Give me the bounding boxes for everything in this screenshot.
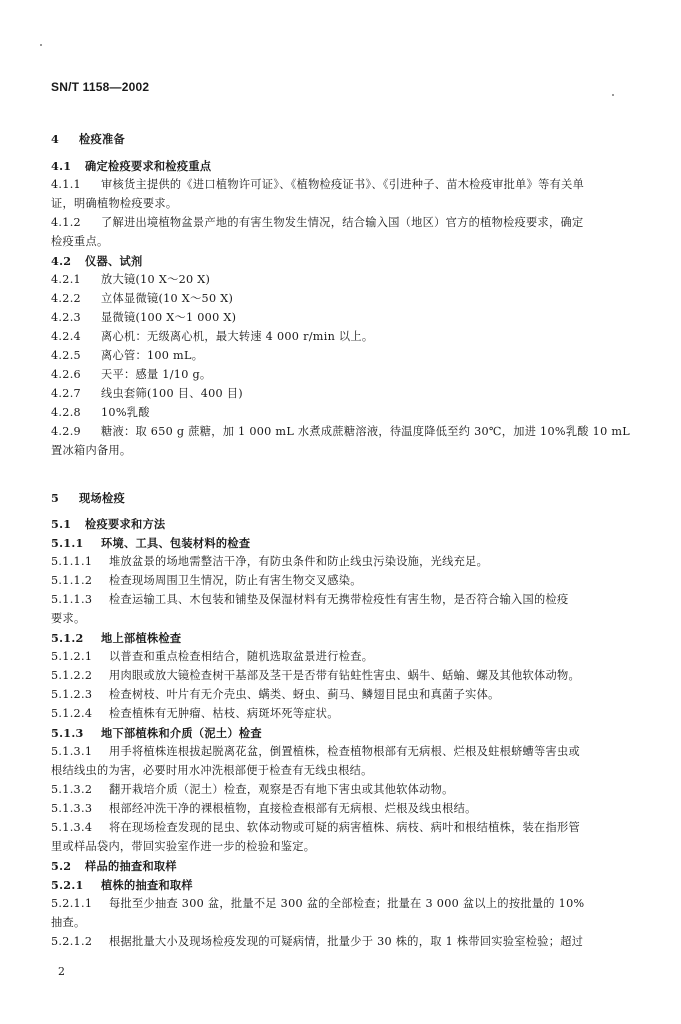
clause-number: 5.2.1 bbox=[51, 878, 84, 892]
clause-line bbox=[51, 573, 362, 589]
continuation-line bbox=[51, 234, 108, 250]
clause-line bbox=[51, 367, 211, 383]
clause-number: 5.1.2 bbox=[51, 631, 84, 645]
clause-number: 5.1.2.1 bbox=[51, 650, 93, 663]
clause-text: 地上部植株检查 bbox=[101, 631, 182, 645]
clause-number: 5.1 bbox=[51, 517, 72, 531]
clause-line bbox=[51, 291, 233, 307]
clause-line bbox=[51, 490, 125, 507]
clause-text: 用肉眼或放大镜检查树干基部及茎干是否带有钻蛀性害虫、蜗牛、蛞蝓、螺及其他软体动物。 bbox=[109, 669, 580, 682]
clause-number: 4.1.1 bbox=[51, 178, 81, 191]
standard-code-header: SN/T 1158—2002 bbox=[51, 80, 150, 94]
clause-number: 5.1.3.3 bbox=[51, 802, 93, 815]
continuation-line bbox=[51, 196, 177, 212]
clause-text: 环境、工具、包装材料的检查 bbox=[101, 536, 251, 550]
clause-number: 5.1.3.1 bbox=[51, 745, 93, 758]
clause-text: 堆放盆景的场地需整洁干净，有防虫条件和防止线虫污染设施，光线充足。 bbox=[109, 555, 489, 568]
clause-line bbox=[51, 877, 193, 894]
clause-line bbox=[51, 934, 583, 950]
clause-text: 天平：感量 1/10 g。 bbox=[101, 368, 212, 381]
clause-text: 用手将植株连根拔起脱离花盆，倒置植株，检查植物根部有无病根、烂根及蛀根蛴螬等害虫或 bbox=[109, 745, 580, 758]
clause-number: 5.1.1.1 bbox=[51, 555, 93, 568]
clause-number: 5.1.1 bbox=[51, 536, 84, 550]
clause-line bbox=[51, 554, 488, 570]
clause-line bbox=[51, 516, 165, 533]
clause-line bbox=[51, 177, 584, 193]
continuation-line bbox=[51, 839, 315, 855]
clause-number: 5.1.3.2 bbox=[51, 783, 93, 796]
clause-line bbox=[51, 131, 125, 148]
clause-line bbox=[51, 424, 630, 440]
clause-line bbox=[51, 386, 243, 402]
clause-line bbox=[51, 801, 477, 817]
clause-text: 根部经冲洗干净的裸根植物，直接检查根部有无病根、烂根及线虫根结。 bbox=[109, 802, 477, 815]
clause-number: 5.1.2.3 bbox=[51, 688, 93, 701]
clause-text: 根结线虫的为害，必要时用水冲洗根部便于检查有无线虫根结。 bbox=[51, 764, 373, 777]
clause-line bbox=[51, 310, 236, 326]
clause-line bbox=[51, 329, 373, 345]
clause-text: 10%乳酸 bbox=[101, 406, 150, 419]
clause-text: 样品的抽查和取样 bbox=[85, 859, 177, 873]
clause-number: 5.1.1.2 bbox=[51, 574, 93, 587]
clause-text: 放大镜(10 X～20 X) bbox=[101, 273, 211, 286]
clause-number: 5 bbox=[51, 491, 60, 505]
clause-text: 糖液：取 650 g 蔗糖，加 1 000 mL 水煮成蔗糖溶液，待温度降低至约 30℃，加进 10%乳酸 10 mL bbox=[101, 425, 630, 438]
clause-text: 检查植株有无肿瘤、枯枝、病斑坏死等症状。 bbox=[109, 707, 339, 720]
clause-text: 抽查。 bbox=[51, 916, 86, 929]
clause-line bbox=[51, 630, 181, 647]
clause-number: 5.2.1.2 bbox=[51, 935, 93, 948]
clause-text: 检疫要求和方法 bbox=[85, 517, 166, 531]
clause-number: 5.1.2.2 bbox=[51, 669, 93, 682]
clause-text: 线虫套筛(100 目、400 目) bbox=[101, 387, 243, 400]
clause-text: 里或样品袋内，带回实验室作进一步的检验和鉴定。 bbox=[51, 840, 316, 853]
clause-number: 4 bbox=[51, 132, 60, 146]
clause-number: 5.1.3.4 bbox=[51, 821, 93, 834]
clause-number: 5.1.2.4 bbox=[51, 707, 93, 720]
clause-line bbox=[51, 405, 150, 421]
continuation-line bbox=[51, 611, 85, 627]
clause-line bbox=[51, 896, 584, 912]
clause-text: 确定检疫要求和检疫重点 bbox=[85, 159, 212, 173]
clause-number: 5.1.3 bbox=[51, 726, 84, 740]
clause-text: 置冰箱内备用。 bbox=[51, 444, 132, 457]
clause-number: 4.1 bbox=[51, 159, 72, 173]
clause-line bbox=[51, 744, 580, 760]
continuation-line bbox=[51, 915, 85, 931]
clause-number: 5.2.1.1 bbox=[51, 897, 93, 910]
clause-line bbox=[51, 668, 580, 684]
clause-text: 检疫重点。 bbox=[51, 235, 109, 248]
clause-number: 4.1.2 bbox=[51, 216, 81, 229]
clause-text: 现场检疫 bbox=[79, 491, 125, 505]
clause-line bbox=[51, 782, 454, 798]
clause-number: 4.2.2 bbox=[51, 292, 81, 305]
scan-speck bbox=[40, 44, 42, 46]
clause-text: 证，明确植物检疫要求。 bbox=[51, 197, 178, 210]
clause-line bbox=[51, 535, 250, 552]
clause-text: 离心管：100 mL。 bbox=[101, 349, 204, 362]
clause-line bbox=[51, 706, 339, 722]
clause-line bbox=[51, 858, 177, 875]
clause-line bbox=[51, 725, 262, 742]
clause-line bbox=[51, 215, 583, 231]
clause-number: 5.1.1.3 bbox=[51, 593, 93, 606]
clause-text: 每批至少抽查 300 盆，批量不足 300 盆的全部检查；批量在 3 000 盆以上的按批量的 10% bbox=[109, 897, 585, 910]
clause-number: 4.2.4 bbox=[51, 330, 81, 343]
clause-text: 仪器、试剂 bbox=[85, 254, 143, 268]
clause-number: 4.2.6 bbox=[51, 368, 81, 381]
clause-line bbox=[51, 253, 142, 270]
scan-speck bbox=[612, 94, 614, 96]
clause-text: 以普查和重点检查相结合，随机选取盆景进行检查。 bbox=[109, 650, 374, 663]
clause-line bbox=[51, 820, 580, 836]
clause-number: 4.2.8 bbox=[51, 406, 81, 419]
clause-number: 4.2 bbox=[51, 254, 72, 268]
clause-text: 离心机：无级离心机，最大转速 4 000 r/min 以上。 bbox=[101, 330, 374, 343]
clause-text: 地下部植株和介质（泥土）检查 bbox=[101, 726, 262, 740]
clause-text: 检查树枝、叶片有无介壳虫、螨类、蚜虫、蓟马、鳞翅目昆虫和真菌子实体。 bbox=[109, 688, 500, 701]
continuation-line bbox=[51, 443, 131, 459]
clause-text: 显微镜(100 X～1 000 X) bbox=[101, 311, 237, 324]
clause-text: 植株的抽查和取样 bbox=[101, 878, 193, 892]
clause-number: 4.2.3 bbox=[51, 311, 81, 324]
clause-text: 根据批量大小及现场检疫发现的可疑病情，批量少于 30 株的，取 1 株带回实验室检验；超过 bbox=[109, 935, 584, 948]
clause-text: 了解进出境植物盆景产地的有害生物发生情况，结合输入国（地区）官方的植物检疫要求，确定 bbox=[101, 216, 584, 229]
clause-line bbox=[51, 348, 203, 364]
page-number: 2 bbox=[58, 965, 65, 978]
clause-text: 检疫准备 bbox=[79, 132, 125, 146]
clause-line bbox=[51, 649, 373, 665]
clause-text: 将在现场检查发现的昆虫、软体动物或可疑的病害植株、病枝、病叶和根结植株，装在指形管 bbox=[109, 821, 580, 834]
clause-text: 立体显微镜(10 X～50 X) bbox=[101, 292, 234, 305]
clause-text: 检查现场周围卫生情况，防止有害生物交叉感染。 bbox=[109, 574, 362, 587]
clause-text: 审核货主提供的《进口植物许可证》、《植物检疫证书》、《引进种子、苗木检疫审批单》等有关单 bbox=[101, 178, 585, 191]
clause-number: 5.2 bbox=[51, 859, 72, 873]
clause-line bbox=[51, 158, 211, 175]
clause-number: 4.2.7 bbox=[51, 387, 81, 400]
clause-line bbox=[51, 687, 500, 703]
clause-text: 翻开栽培介质（泥土）检查，观察是否有地下害虫或其他软体动物。 bbox=[109, 783, 454, 796]
clause-line bbox=[51, 592, 569, 608]
clause-line bbox=[51, 272, 210, 288]
continuation-line bbox=[51, 763, 373, 779]
clause-text: 要求。 bbox=[51, 612, 86, 625]
clause-number: 4.2.1 bbox=[51, 273, 81, 286]
clause-number: 4.2.5 bbox=[51, 349, 81, 362]
clause-number: 4.2.9 bbox=[51, 425, 81, 438]
clause-text: 检查运输工具、木包装和铺垫及保湿材料有无携带检疫性有害生物，是否符合输入国的检疫 bbox=[109, 593, 569, 606]
